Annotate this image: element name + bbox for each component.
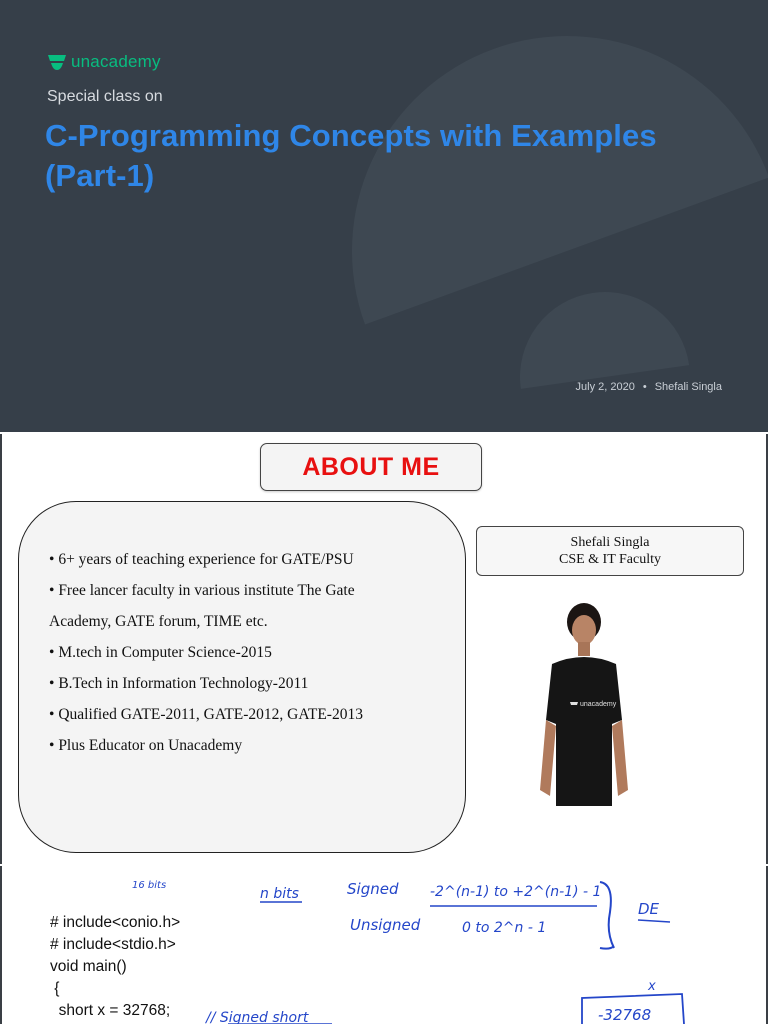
about-heading-box — [260, 443, 482, 491]
slide-meta — [576, 381, 722, 393]
code-line: void main() — [50, 958, 127, 975]
author-name: Shefali Singla — [654, 381, 722, 393]
list-item: • Qualified GATE-2011, GATE-2012, GATE-2013 — [49, 699, 449, 730]
note-signed: Signed — [347, 880, 399, 898]
handwritten-annotations — [2, 866, 768, 1024]
meta-separator: • — [642, 381, 647, 393]
class-date: July 2, 2020 — [575, 381, 635, 393]
shirt-logo-icon — [570, 702, 578, 705]
note-value: -32768 — [598, 1006, 652, 1024]
code-line: # include<conio.h> — [50, 914, 181, 931]
list-item: • 6+ years of teaching experience for GATE/PSU — [49, 544, 449, 575]
presenter-role: CSE & IT Faculty — [558, 552, 662, 567]
logo-text: unacademy — [71, 52, 161, 71]
note-signed-range: -2^(n-1) to +2^(n-1) - 1 — [430, 884, 602, 900]
decorative-circle-small — [509, 281, 701, 432]
note-signed-short-comment: // Signed short — [206, 1010, 309, 1024]
note-16-bits: 16 bits — [132, 880, 167, 891]
title-slide — [0, 0, 768, 432]
slide-title-line1: C-Programming Concepts with Examples — [45, 118, 657, 153]
list-item-continuation: Academy, GATE forum, TIME etc. — [49, 613, 268, 630]
unacademy-logo — [47, 52, 161, 72]
slide-title — [45, 116, 745, 196]
code-line: short x = 32768; — [50, 1002, 171, 1019]
note-n-bits: n bits — [260, 886, 299, 902]
shirt-logo-text: unacademy — [580, 701, 617, 708]
unacademy-logo-icon — [47, 53, 67, 71]
code-slide — [0, 866, 768, 1024]
slide-title-line2: (Part-1) — [45, 158, 155, 193]
list-item: • M.tech in Computer Science-2015 — [49, 637, 449, 668]
presenter-name: Shefali Singla — [570, 535, 650, 550]
note-unsigned-range: 0 to 2^n - 1 — [462, 920, 547, 936]
about-info-box — [18, 501, 466, 853]
code-line: { — [50, 980, 60, 997]
special-class-label: Special class on — [47, 88, 163, 105]
list-item: • Free lancer faculty in various institute The Gate — [49, 575, 449, 606]
code-line: # include<stdio.h> — [50, 936, 176, 953]
about-heading: ABOUT ME — [302, 452, 440, 481]
presenter-name-box — [476, 526, 744, 576]
note-unsigned: Unsigned — [350, 916, 421, 934]
about-me-slide — [0, 434, 768, 864]
list-item: • Plus Educator on Unacademy — [49, 730, 449, 761]
note-de: DE — [638, 900, 660, 918]
list-item: • B.Tech in Information Technology-2011 — [49, 668, 449, 699]
note-variable-x: x — [648, 979, 656, 994]
presenter-video-feed — [534, 600, 634, 806]
about-info-list — [49, 544, 449, 761]
